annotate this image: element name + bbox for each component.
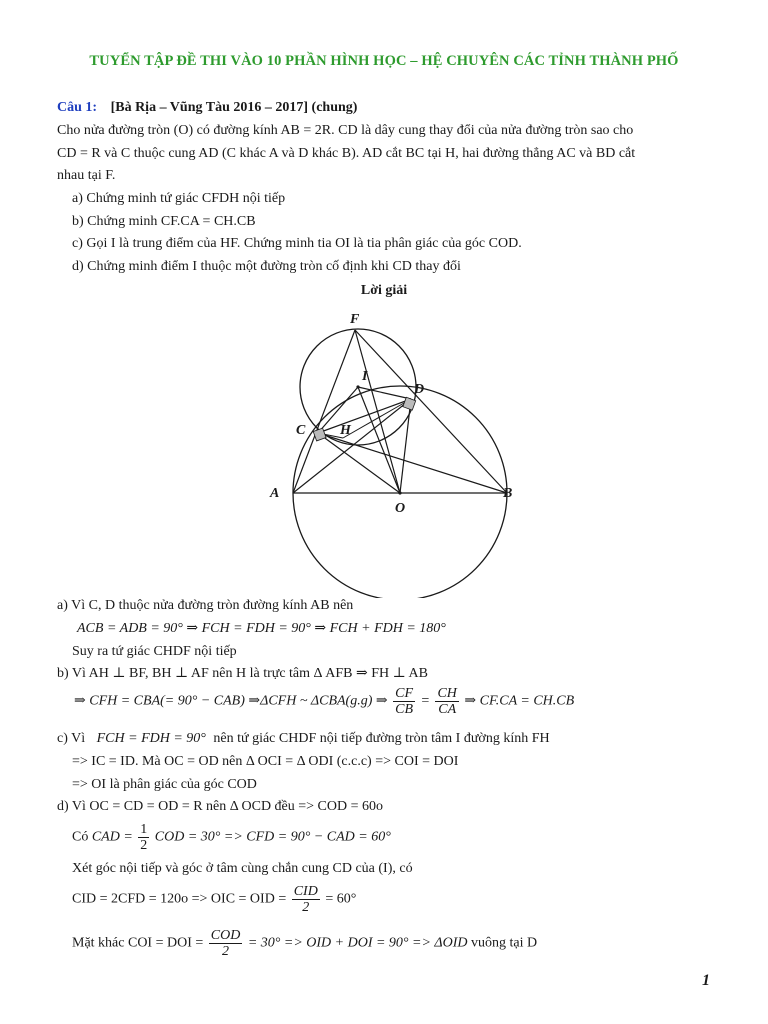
- d-frac3-den: 2: [302, 900, 310, 915]
- solution-b-line-1: b) Vì AH ⊥ BF, BH ⊥ AF nên H là trực tâm Δ AFB ⇒ FH ⊥ AB: [57, 666, 428, 681]
- b-frac1-den: CB: [395, 702, 414, 717]
- question-heading: [57, 99, 357, 117]
- solution-heading: Lời giải: [360, 283, 408, 298]
- geometry-figure: [262, 308, 522, 598]
- d-half-den: 2: [140, 838, 148, 853]
- c-suffix: nên tứ giác CHDF nội tiếp đường tròn tâm I đường kính FH: [213, 731, 550, 746]
- d-line5-suffix: = 30° => OID + DOI = 90° => ΔOID: [247, 935, 468, 951]
- segment-od: [400, 399, 411, 493]
- point-i: [356, 385, 359, 388]
- d-cad: CAD =: [91, 829, 133, 845]
- b-fraction-2: [435, 686, 458, 717]
- solution-b-equation: [74, 686, 574, 717]
- right-angle-d: [403, 397, 416, 410]
- b-frac2-num: CH: [437, 686, 457, 701]
- c-equation: FCH = FDH = 90°: [96, 731, 206, 746]
- point-o: [398, 491, 401, 494]
- solution-a-line-1: a) Vì C, D thuộc nửa đường tròn đường kính AB nên: [57, 598, 354, 613]
- label-i: I: [362, 369, 368, 384]
- question-stem-line-3: nhau tại F.: [57, 168, 116, 183]
- d-half-num: 1: [140, 822, 148, 837]
- d-line4-prefix: CID = 2CFD = 120o => OIC = OID =: [72, 891, 287, 907]
- d-fraction-cid: [292, 884, 320, 915]
- solution-a-line-3: Suy ra tứ giác CHDF nội tiếp: [72, 644, 237, 659]
- right-angle-c: [313, 428, 326, 441]
- solution-d-line-1: d) Vì OC = CD = OD = R nên Δ OCD đều => COD = 60o: [57, 799, 384, 814]
- b-fraction-1: [393, 686, 415, 717]
- segment-id: [358, 387, 411, 399]
- d-frac4-num: COD: [210, 928, 241, 943]
- question-source: [Bà Rịa – Vũng Tàu 2016 – 2017] (chung): [110, 100, 358, 115]
- c-prefix: c) Vì: [57, 731, 86, 746]
- label-f: F: [350, 312, 360, 327]
- question-part-d: d) Chứng minh điểm I thuộc một đường tròn cố định khi CD thay đổi: [72, 259, 461, 274]
- d-fraction-cod: [209, 928, 243, 959]
- solution-c-line-2: => IC = ID. Mà OC = OD nên Δ OCI = Δ ODI (c.c.c) => COI = DOI: [72, 754, 459, 769]
- b-frac1-num: CF: [395, 686, 414, 701]
- question-part-b: b) Chứng minh CF.CA = CH.CB: [72, 214, 256, 229]
- label-o: O: [395, 501, 406, 516]
- segment-hd: [343, 399, 411, 438]
- page-number: 1: [702, 972, 710, 989]
- label-a: A: [270, 486, 280, 501]
- label-h: H: [340, 423, 351, 438]
- solution-c-line-1: [57, 730, 550, 748]
- d-frac3-num: CID: [293, 884, 318, 899]
- solution-a-equation: ACB = ADB = 90° ⇒ FCH = FDH = 90° ⇒ FCH + FDH = 180°: [77, 621, 446, 636]
- d-line4-suffix: = 60°: [325, 891, 357, 907]
- solution-d-line-4: [72, 884, 356, 915]
- b-eq-mid: =: [420, 693, 430, 709]
- d-frac4-den: 2: [222, 944, 230, 959]
- b-frac2-den: CA: [438, 702, 457, 717]
- d-eq-rest: COD = 30° => CFD = 90° − CAD = 60°: [154, 829, 391, 845]
- question-part-a: a) Chứng minh tứ giác CFDH nội tiếp: [72, 191, 286, 206]
- b-eq-right: ⇒ CF.CA = CH.CB: [464, 693, 575, 709]
- question-stem-line-2: CD = R và C thuộc cung AD (C khác A và D khác B). AD cắt BC tại H, hai đường thẳng AC và BD cắt: [57, 146, 636, 161]
- d-co: Có: [72, 829, 89, 845]
- solution-d-line-5: [72, 928, 537, 959]
- question-label: Câu 1:: [57, 100, 98, 115]
- d-half-fraction: [138, 822, 149, 853]
- label-b: B: [503, 486, 513, 501]
- question-stem-line-1: Cho nửa đường tròn (O) có đường kính AB = 2R. CD là dây cung thay đổi của nửa đường tròn sao cho: [57, 123, 634, 138]
- question-part-c: c) Gọi I là trung điểm của HF. Chứng minh tia OI là tia phân giác của góc COD.: [72, 236, 522, 251]
- solution-c-line-3: => OI là phân giác của góc COD: [72, 777, 257, 792]
- label-d: D: [414, 382, 425, 397]
- solution-d-line-2: [72, 822, 391, 853]
- document-title: TUYỂN TẬP ĐỀ THI VÀO 10 PHẦN HÌNH HỌC – HỆ CHUYÊN CÁC TỈNH THÀNH PHỐ: [89, 53, 679, 69]
- label-c: C: [296, 423, 306, 438]
- b-eq-left: ⇒ CFH = CBA(= 90° − CAB) ⇒ΔCFH ~ ΔCBA(g.g) ⇒: [74, 693, 388, 709]
- solution-d-line-3: Xét góc nội tiếp và góc ở tâm cùng chắn cung CD của (I), có: [72, 861, 413, 876]
- d-line5-prefix: Mặt khác COI = DOI =: [72, 935, 204, 951]
- d-line5-tail: vuông tại D: [471, 935, 538, 951]
